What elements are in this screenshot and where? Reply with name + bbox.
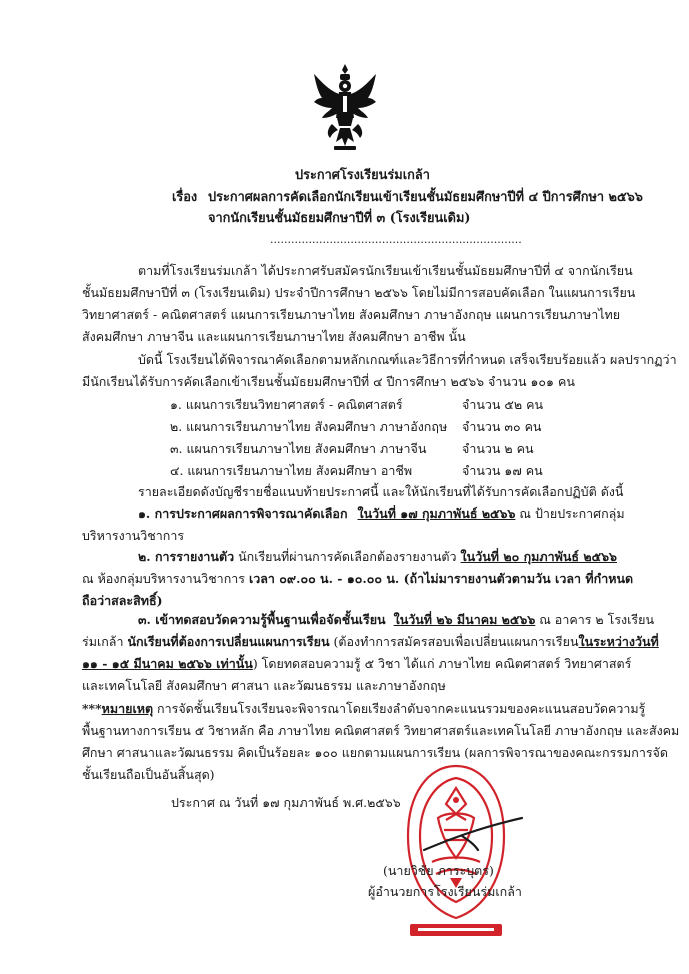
paragraph-line: วิทยาศาสตร์ - คณิตศาสตร์ แผนการเรียนภาษาไทย สังคมศึกษา ภาษาอังกฤษ แผนการเรียนภาษาไทย bbox=[82, 307, 621, 322]
plan-count: จำนวน ๓๐ คน bbox=[462, 419, 542, 434]
garuda-emblem-icon bbox=[312, 62, 378, 154]
section-line: ถือว่าสละสิทธิ์) bbox=[82, 593, 163, 608]
plan-name: ๑. แผนการเรียนวิทยาศาสตร์ - คณิตศาสตร์ bbox=[170, 397, 403, 412]
section-line bbox=[82, 634, 659, 650]
note-line bbox=[82, 701, 645, 717]
section-line bbox=[82, 571, 633, 587]
section-line: และเทคโนโลยี สังคมศึกษา ศาสนา และวัฒนธรรม และภาษาอังกฤษ bbox=[82, 678, 446, 693]
paragraph-line: บัดนี้ โรงเรียนได้พิจารณาคัดเลือกตามหลักเกณฑ์และวิธีการที่กำหนด เสร็จเรียบร้อยแล้ว ผลปรากฏว่า bbox=[138, 352, 677, 367]
section-line: บริหารงานวิชาการ bbox=[82, 528, 185, 543]
note-line: ศึกษา ศาสนาและวัฒนธรรม คิดเป็นร้อยละ ๑๐๐ แยกตามแผนการเรียน (ผลการพิจารณาของคณะกรรมการจัด bbox=[82, 745, 668, 760]
plan-count: จำนวน ๕๒ คน bbox=[462, 397, 544, 412]
plan-count: จำนวน ๒ คน bbox=[462, 441, 534, 456]
section-placement-test bbox=[82, 612, 659, 702]
signer-name: (นายวิชัย ภาระบุตร) bbox=[383, 863, 494, 878]
plan-list bbox=[0, 395, 689, 485]
paragraph-result bbox=[82, 352, 677, 396]
section-heading: ๑. การประกาศผลการพิจารณาคัดเลือก bbox=[138, 506, 348, 521]
note-line: พื้นฐานทางการเรียน ๕ วิชาหลัก คือ ภาษาไทย คณิตศาสตร์ วิทยาศาสตร์และเทคโนโลยี ภาษาอังกฤษ และสังคม bbox=[82, 723, 680, 738]
signer-title: ผู้อำนวยการโรงเรียนร่มเกล้า bbox=[368, 884, 522, 899]
note-text: การจัดชั้นเรียนโรงเรียนจะพิจารณาโดยเรียงลำดับจากคะแนนรวมของคะแนนสอบวัดความรู้ bbox=[153, 701, 646, 716]
paragraph-details: รายละเอียดดังบัญชีรายชื่อแนบท้ายประกาศนี้ และให้นักเรียนที่ได้รับการคัดเลือกปฏิบัติ ดังนี้ bbox=[138, 484, 624, 499]
paragraph-line: ชั้นมัธยมศึกษาปีที่ ๓ (โรงเรียนเดิม) ประจำปีการศึกษา ๒๕๖๖ โดยไม่มีการสอบคัดเลือก ในแผนการเรียน bbox=[82, 285, 636, 300]
paragraph-line: สังคมศึกษา ภาษาจีน และแผนการเรียนภาษาไทย สังคมศึกษา อาชีพ นั้น bbox=[82, 329, 466, 344]
section-date: ๑๑ - ๑๕ มีนาคม ๒๕๖๖ เท่านั้น bbox=[82, 656, 253, 671]
section-text: ณ ห้องกลุ่มบริหารงานวิชาการ bbox=[82, 571, 249, 586]
plan-name: ๔. แผนการเรียนภาษาไทย สังคมศึกษา อาชีพ bbox=[170, 463, 413, 478]
section-line bbox=[138, 506, 625, 522]
section-date: ในวันที่ ๑๗ กุมภาพันธ์ ๒๕๖๖ bbox=[357, 506, 516, 521]
section-line bbox=[82, 656, 631, 672]
section-emphasis: นักเรียนที่ต้องการเปลี่ยนแผนการเรียน bbox=[127, 634, 330, 649]
section-time: เวลา ๐๙.๐๐ น. - ๑๐.๐๐ น. (ถ้าไม่มารายงานตัวตามวัน เวลา ที่กำหนด bbox=[248, 571, 634, 586]
section-text: ณ ป้ายประกาศกลุ่ม bbox=[515, 506, 625, 521]
section-date: ในวันที่ ๒๖ มีนาคม ๒๕๖๖ bbox=[393, 612, 536, 627]
paragraph-intro bbox=[82, 263, 642, 353]
section-text: ร่มเกล้า bbox=[82, 634, 128, 649]
section-date: ในวันที่ ๒๐ กุมภาพันธ์ ๒๕๖๖ bbox=[460, 549, 617, 564]
subject-line-1: ประกาศผลการคัดเลือกนักเรียนเข้าเรียนชั้นมัธยมศึกษาปีที่ ๔ ปีการศึกษา ๒๕๖๖ bbox=[208, 190, 643, 205]
plan-name: ๓. แผนการเรียนภาษาไทย สังคมศึกษา ภาษาจีน bbox=[170, 441, 427, 456]
section-report bbox=[82, 549, 642, 613]
signature-mark bbox=[418, 810, 528, 860]
section-text: ณ อาคาร ๒ โรงเรียน bbox=[535, 612, 655, 627]
subject-line-2: จากนักเรียนชั้นมัธยมศึกษาปีที่ ๓ (โรงเรียนเดิม) bbox=[208, 211, 471, 226]
plan-count: จำนวน ๑๗ คน bbox=[462, 463, 543, 478]
section-text: นักเรียนที่ผ่านการคัดเลือกต้องรายงานตัว bbox=[234, 549, 461, 564]
section-heading: ๒. การรายงานตัว bbox=[138, 549, 235, 564]
note-label: หมายเหตุ bbox=[101, 701, 154, 716]
subject-label: เรื่อง bbox=[172, 190, 198, 205]
announcement-org: ประกาศโรงเรียนร่มเกล้า bbox=[295, 168, 430, 183]
section-text: ) โดยทดสอบความรู้ ๕ วิชา ได้แก่ ภาษาไทย คณิตศาสตร์ วิทยาศาสตร์ bbox=[252, 656, 632, 671]
plan-name: ๒. แผนการเรียนภาษาไทย สังคมศึกษา ภาษาอังกฤษ bbox=[170, 419, 448, 434]
section-announcement bbox=[82, 506, 642, 546]
note-block bbox=[82, 701, 680, 791]
note-stars: *** bbox=[82, 701, 102, 716]
section-line bbox=[138, 612, 654, 628]
section-heading: ๓. เข้าทดสอบวัดความรู้พื้นฐานเพื่อจัดชั้นเรียน bbox=[138, 612, 386, 627]
paragraph-line: ตามที่โรงเรียนร่มเกล้า ได้ประกาศรับสมัครนักเรียนเข้าเรียนชั้นมัธยมศึกษาปีที่ ๔ จากนักเรียน bbox=[138, 263, 633, 278]
section-line bbox=[138, 549, 617, 565]
header-divider: ........................................................................ bbox=[270, 233, 522, 246]
section-emphasis: ในระหว่างวันที่ bbox=[578, 634, 659, 649]
paragraph-line: มีนักเรียนได้รับการคัดเลือกเข้าเรียนชั้นมัธยมศึกษาปีที่ ๔ ปีการศึกษา ๒๕๖๖ จำนวน ๑๐๑ คน bbox=[82, 374, 575, 389]
section-text: (ต้องทำการสมัครสอบเพื่อเปลี่ยนแผนการเรียน bbox=[329, 634, 579, 649]
announcement-date: ประกาศ ณ วันที่ ๑๗ กุมภาพันธ์ พ.ศ.๒๕๖๖ bbox=[171, 795, 401, 810]
note-line: ชั้นเรียนถือเป็นอันสิ้นสุด) bbox=[82, 767, 215, 782]
